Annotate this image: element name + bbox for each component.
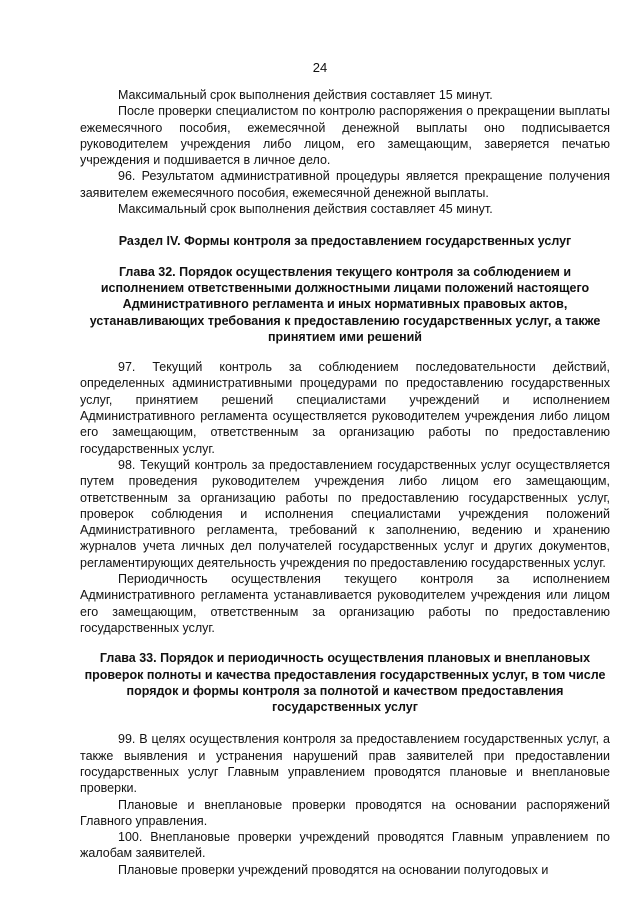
paragraph: 98. Текущий контроль за предоставлением государственных услуг осуществляется путем проведения руководителем учреждения либо лицом его замещающим, ответственным за организацию работы по предоставлению государственных услуг, проверок соблюдения и исполнения специалистами учреждения положений Административного регламента, требований к заполнению, ведению и хранению журналов учета личных дел получателей государственных услуг и других документов, регламентирующих деятельность учреждения по предоставлению государственных услуг. — [80, 457, 610, 570]
paragraph: 99. В целях осуществления контроля за предоставлением государственных услуг, а также выявления и устранения нарушений прав заявителей при предоставлении государственных услуг Главным управлением проводятся плановые и внеплановые проверки. — [80, 732, 610, 796]
chapter-heading: Глава 33. Порядок и периодичность осуществления плановых и внеплановых проверок полноты и качества предоставления государственных услуг, в том числе порядок и формы контроля за полнотой и качеством предоставления государственных услуг — [84, 651, 606, 715]
paragraph: Максимальный срок выполнения действия составляет 15 минут. — [118, 88, 493, 102]
page-number: 24 — [312, 60, 328, 75]
paragraph: Максимальный срок выполнения действия составляет 45 минут. — [118, 202, 493, 217]
paragraph: Плановые проверки учреждений проводятся на основании полугодовых и — [118, 862, 549, 877]
paragraph: 100. Внеплановые проверки учреждений проводятся Главным управлением по жалобам заявителей. — [80, 830, 610, 861]
paragraph: 96. Результатом административной процедуры является прекращение получения заявителем ежемесячного пособия, ежемесячной денежной выплаты. — [80, 169, 610, 200]
page-content — [80, 87, 610, 878]
paragraph: Плановые и внеплановые проверки проводятся на основании распоряжений Главного управления. — [80, 797, 610, 828]
paragraph: 97. Текущий контроль за соблюдением последовательности действий, определенных административными процедурами по предоставлению государственных услуг, принятием решений специалистами учреждений и исполнением Административного регламента осуществляется руководителем учреждения либо лицом его замещающим, ответственным за организацию работы по предоставлению государственных услуг. — [80, 360, 610, 456]
paragraph: Периодичность осуществления текущего контроля за исполнением Административного регламента устанавливается руководителем учреждения или лицом его замещающим, ответственным за организацию работы по предоставлению государственных услуг. — [80, 572, 610, 635]
chapter-heading: Глава 32. Порядок осуществления текущего контроля за соблюдением и исполнением ответственными должностными лицами положений настоящего Административного регламента и иных нормативных правовых актов, устанавливающих требования к предоставлению государственных услуг, а также принятием ими решений — [89, 264, 601, 344]
section-heading: Раздел IV. Формы контроля за предоставлением государственных услуг — [118, 234, 572, 249]
paragraph: После проверки специалистом по контролю распоряжения о прекращении выплаты ежемесячного пособия, ежемесячной денежной выплаты оно подписывается руководителем учреждения либо лицом, его замещающим, заверяется печатью учреждения и подшивается в личное дело. — [80, 104, 610, 168]
